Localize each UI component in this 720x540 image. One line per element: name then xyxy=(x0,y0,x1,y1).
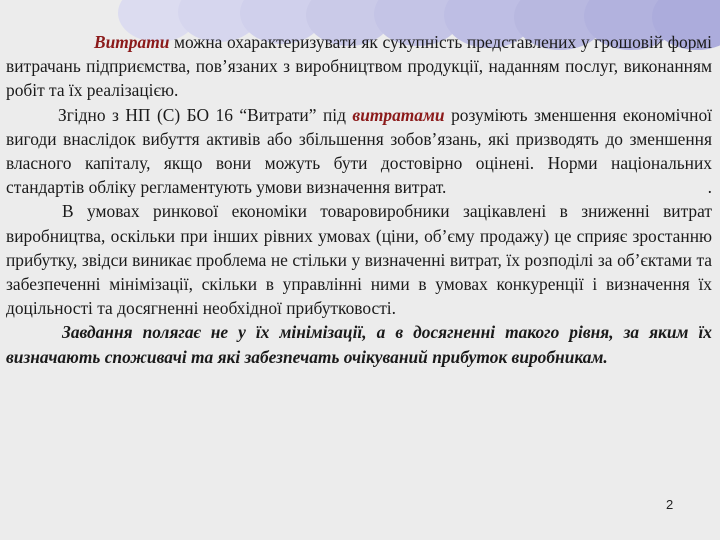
page-number: 2 xyxy=(666,497,674,512)
paragraph-definition-text: можна охарактеризувати як сукупність представлених у грошовій формі витрачань підприємства, пов’язаних з виробництвом продукції, наданням послуг, виконанням робіт та їх реалізацією. xyxy=(6,32,712,101)
slide-body xyxy=(6,30,712,369)
term-vytraty: Витрати xyxy=(94,32,170,52)
paragraph-standard-after: розуміють зменшення економічної вигоди внаслідок вибуття активів або збільшення зобов’язань, які призводять до зменшення власного капіталу, якщо вони можуть бути достовірно оцінені. Норми національних стандартів обліку регламентують умови визначення витрат. xyxy=(6,104,712,198)
end-mark: . xyxy=(707,177,712,198)
paragraph-market: В умовах ринкової економіки товаровиробники зацікавлені в зниженні витрат виробництва, оскільки при інших рівних умовах (ціни, об’єму продажу) це сприяє зростанню прибутку, звідси виникає проблема не стільки у визначенні витрат, їх розподілі за об’єктами та забезпеченні мінімізації, скільки в управлінні ними в умовах конкуренції і визначення їх доцільності та досягненні необхідної прибутковості. xyxy=(6,201,712,319)
paragraph-task: Завдання полягає не у їх мінімізації, а в досягненні такого рівня, за яким їх визначають споживачі та які забезпечать очікуваний прибуток виробникам. xyxy=(6,322,712,367)
term-vytratamy: витратами xyxy=(352,104,445,125)
paragraph-standard-before: Згідно з НП (С) БО 16 “Витрати” під xyxy=(58,104,353,125)
paragraph-standard xyxy=(6,103,712,200)
paragraph-definition xyxy=(6,30,712,103)
